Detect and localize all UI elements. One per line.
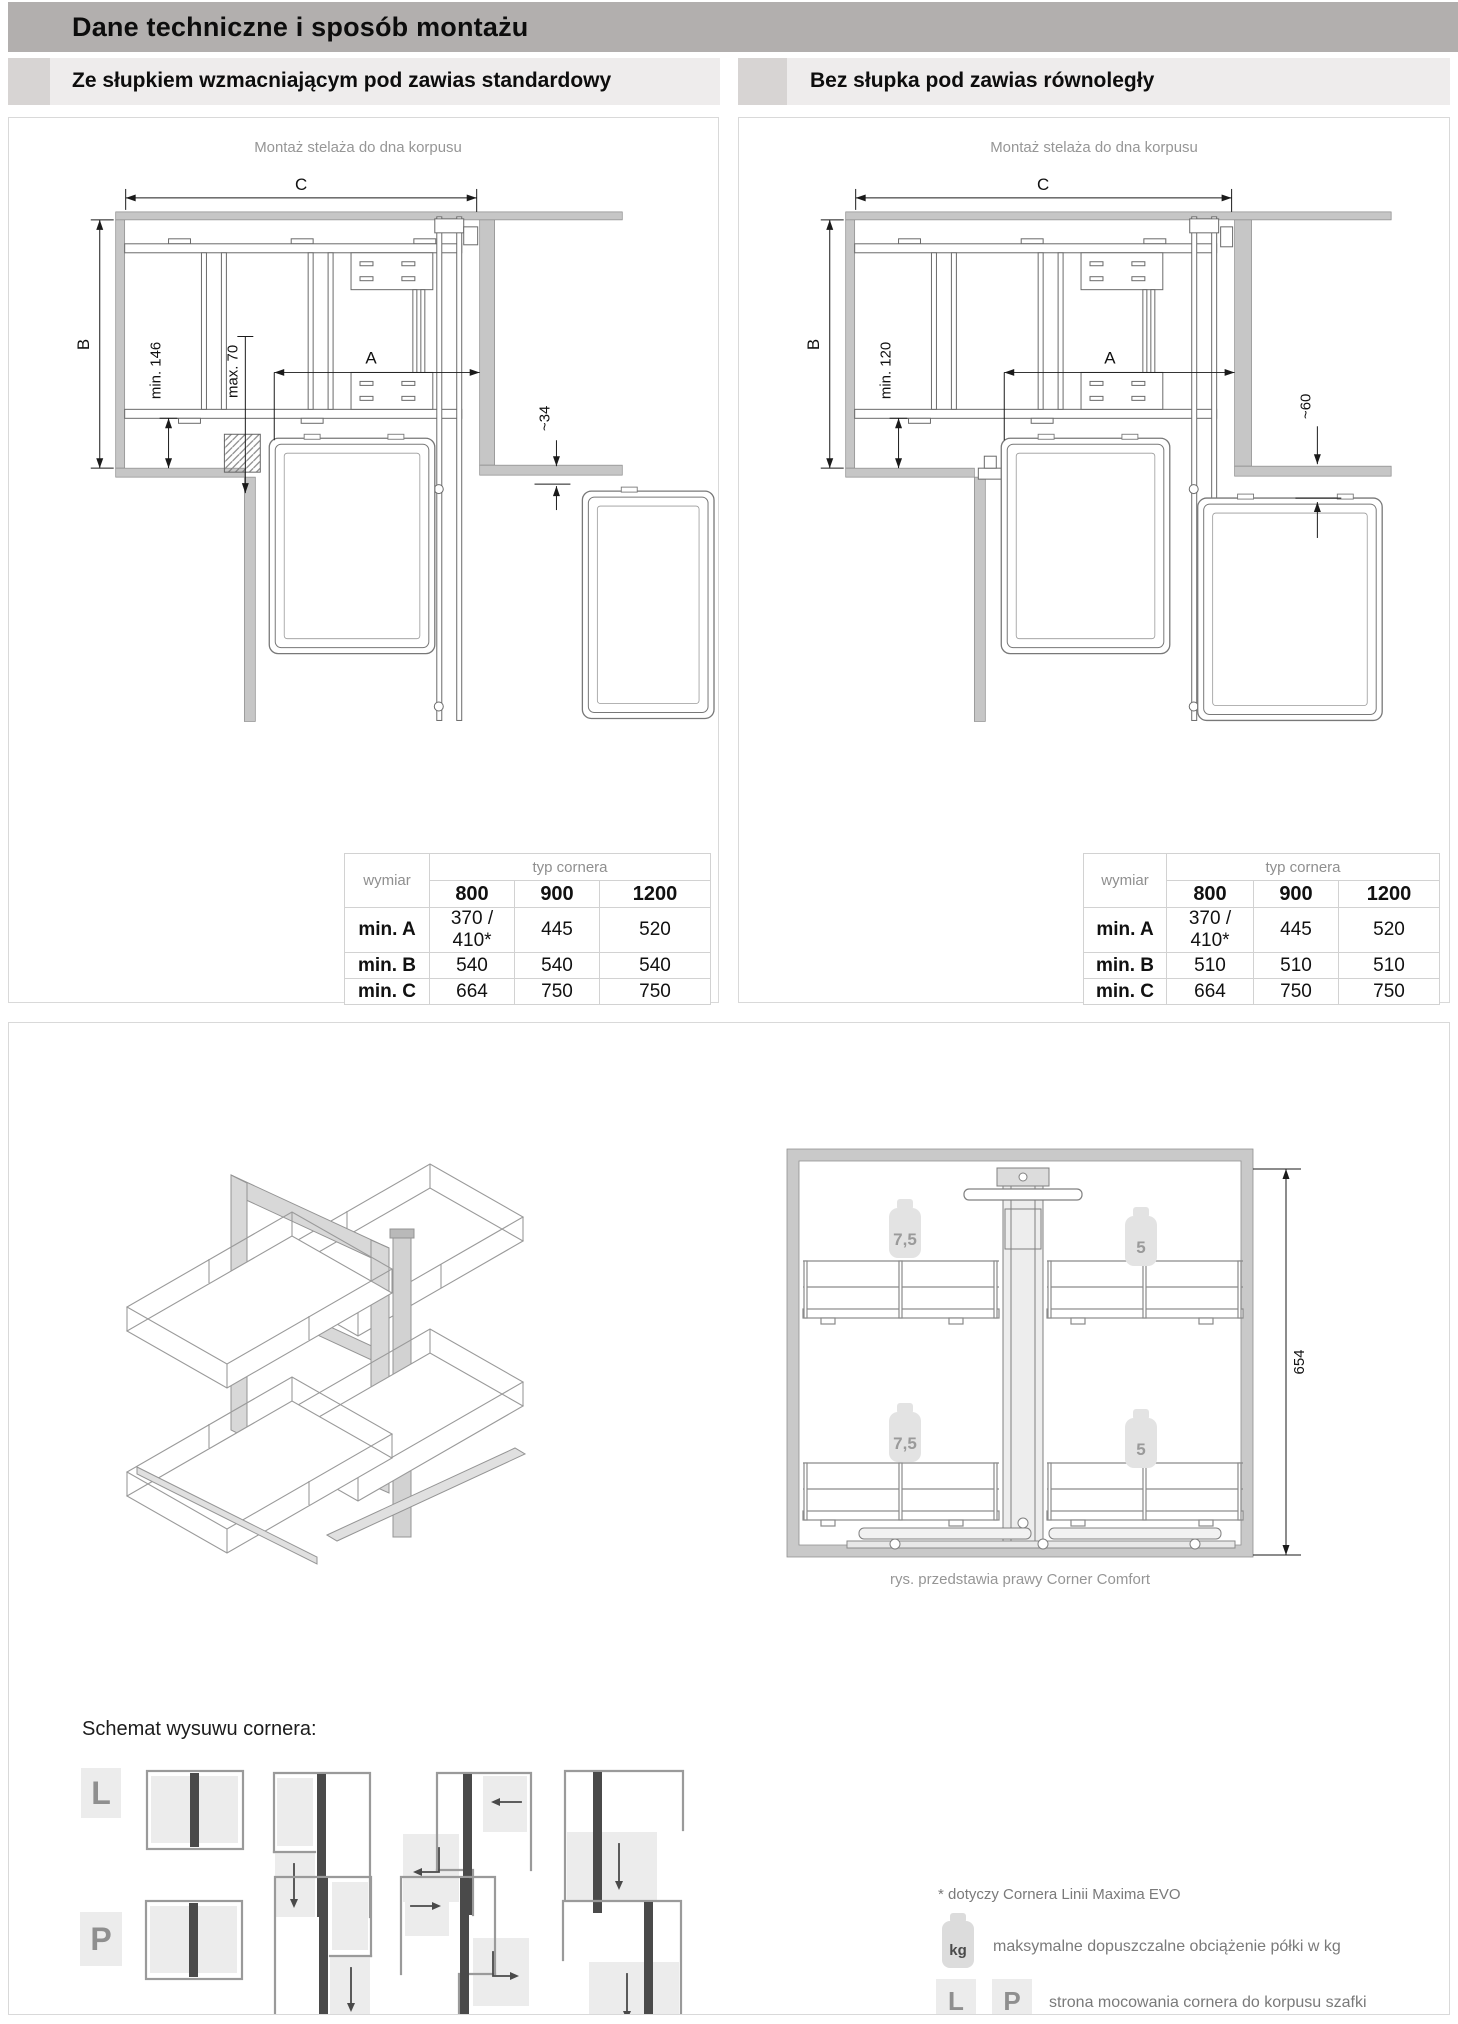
col-900: 900 xyxy=(1254,881,1339,908)
table-type-label: typ cornera xyxy=(430,854,711,881)
col-900: 900 xyxy=(515,881,600,908)
table-row: min. B 540 540 540 xyxy=(345,953,711,979)
section-header-right-square xyxy=(738,58,787,105)
lp-legend-text: strona mocowania cornera do korpusu szafki xyxy=(1049,1994,1367,2011)
schema-title: Schemat wysuwu cornera: xyxy=(82,1718,317,1740)
weight-icon-top-right xyxy=(1125,1207,1157,1266)
section-header-right-label: Bez słupka pod zawias równoległy xyxy=(810,69,1155,92)
svg-text:7,5: 7,5 xyxy=(893,1230,917,1249)
dim-654-label: 654 xyxy=(1291,1349,1308,1375)
door-left xyxy=(1001,434,1170,653)
dim-B xyxy=(91,220,114,468)
dim-front-gap-label: ~34 xyxy=(536,405,554,431)
asterisk-note: * dotyczy Cornera Linii Maxima EVO xyxy=(938,1886,1181,1903)
dim-min-back-label: min. 120 xyxy=(877,341,895,400)
schema-stage-1 xyxy=(147,1771,243,1849)
isometric-product-drawing xyxy=(127,1164,525,1564)
svg-text:P: P xyxy=(1003,1986,1021,2014)
kg-weight-icon xyxy=(942,1913,974,1968)
dim-min-back xyxy=(160,418,178,468)
table-row: min. B 510 510 510 xyxy=(1084,953,1440,979)
col-800: 800 xyxy=(430,881,515,908)
schema-stage-3 xyxy=(401,1877,529,2014)
right-technical-drawing xyxy=(739,118,1449,938)
svg-text:7,5: 7,5 xyxy=(893,1434,917,1453)
dim-B-label: B xyxy=(803,338,823,351)
dim-min-back xyxy=(890,418,908,468)
door-left xyxy=(269,434,435,653)
dim-max-post-label: max. 70 xyxy=(224,344,242,399)
schema-stage-4 xyxy=(563,1901,681,2014)
pullout-schema xyxy=(80,1718,683,2014)
table-dim-label: wymiar xyxy=(1084,854,1167,908)
drawing-title-right: Montaż stelaża do dna korpusu xyxy=(990,139,1198,157)
drawing-title-left: Montaż stelaża do dna korpusu xyxy=(254,139,462,157)
col-800: 800 xyxy=(1167,881,1254,908)
weight-icon-bottom-right xyxy=(1125,1409,1157,1468)
dim-A-label: A xyxy=(365,348,377,368)
legend xyxy=(936,1886,1367,2014)
panel-left-drawing xyxy=(8,117,719,1003)
dimensions-table-left xyxy=(344,853,711,1005)
page-title-bar xyxy=(8,2,1458,52)
col-1200: 1200 xyxy=(600,881,711,908)
kg-legend-text: maksymalne dopuszczalne obciążenie półki w kg xyxy=(993,1938,1341,1955)
door-right xyxy=(1198,494,1382,720)
dim-B-label: B xyxy=(73,338,93,351)
svg-text:kg: kg xyxy=(949,1942,967,1959)
panel-right-drawing xyxy=(738,117,1450,1003)
dim-C-label: C xyxy=(1037,174,1050,194)
section-header-left xyxy=(8,58,720,105)
handle-bar xyxy=(964,1189,1082,1200)
section-header-right xyxy=(738,58,1450,105)
schema-stage-1 xyxy=(146,1901,242,1979)
svg-text:5: 5 xyxy=(1136,1440,1146,1459)
left-technical-drawing xyxy=(9,118,718,938)
dim-min-back-label: min. 146 xyxy=(147,341,165,400)
pullout-post xyxy=(964,1168,1082,1542)
weight-icon-bottom-left xyxy=(889,1403,921,1462)
svg-text:P: P xyxy=(90,1921,112,1957)
svg-text:5: 5 xyxy=(1136,1238,1146,1257)
door-right xyxy=(582,487,714,718)
table-type-label: typ cornera xyxy=(1167,854,1440,881)
table-row: min. C 664 750 750 xyxy=(1084,979,1440,1005)
table-dim-label: wymiar xyxy=(345,854,430,908)
section-header-left-label: Ze słupkiem wzmacniającym pod zawias standardowy xyxy=(72,69,612,92)
table-row: min. A 370 / 410* 445 520 xyxy=(345,908,711,953)
dim-A-label: A xyxy=(1104,348,1116,368)
col-1200: 1200 xyxy=(1339,881,1440,908)
load-diagram-caption: rys. przedstawia prawy Corner Comfort xyxy=(889,1571,1151,1588)
table-row: min. C 664 750 750 xyxy=(345,979,711,1005)
dimensions-table-right xyxy=(1083,853,1440,1005)
section-header-left-square xyxy=(8,58,50,105)
dim-front-gap-label: ~60 xyxy=(1297,393,1315,420)
svg-text:L: L xyxy=(91,1775,111,1811)
reinforcing-post-hatch xyxy=(224,434,260,472)
panel-bottom xyxy=(8,1022,1450,2015)
svg-text:L: L xyxy=(948,1986,964,2014)
dim-B xyxy=(821,220,844,468)
table-row: min. A 370 / 410* 445 520 xyxy=(1084,908,1440,953)
weight-icon-top-left xyxy=(889,1199,921,1258)
load-diagram xyxy=(787,1149,1308,1588)
schema-stage-4 xyxy=(565,1771,683,1913)
page-title: Dane techniczne i sposób montażu xyxy=(72,12,529,42)
dim-C-label: C xyxy=(295,174,308,194)
bottom-graphics xyxy=(9,1023,1449,2014)
